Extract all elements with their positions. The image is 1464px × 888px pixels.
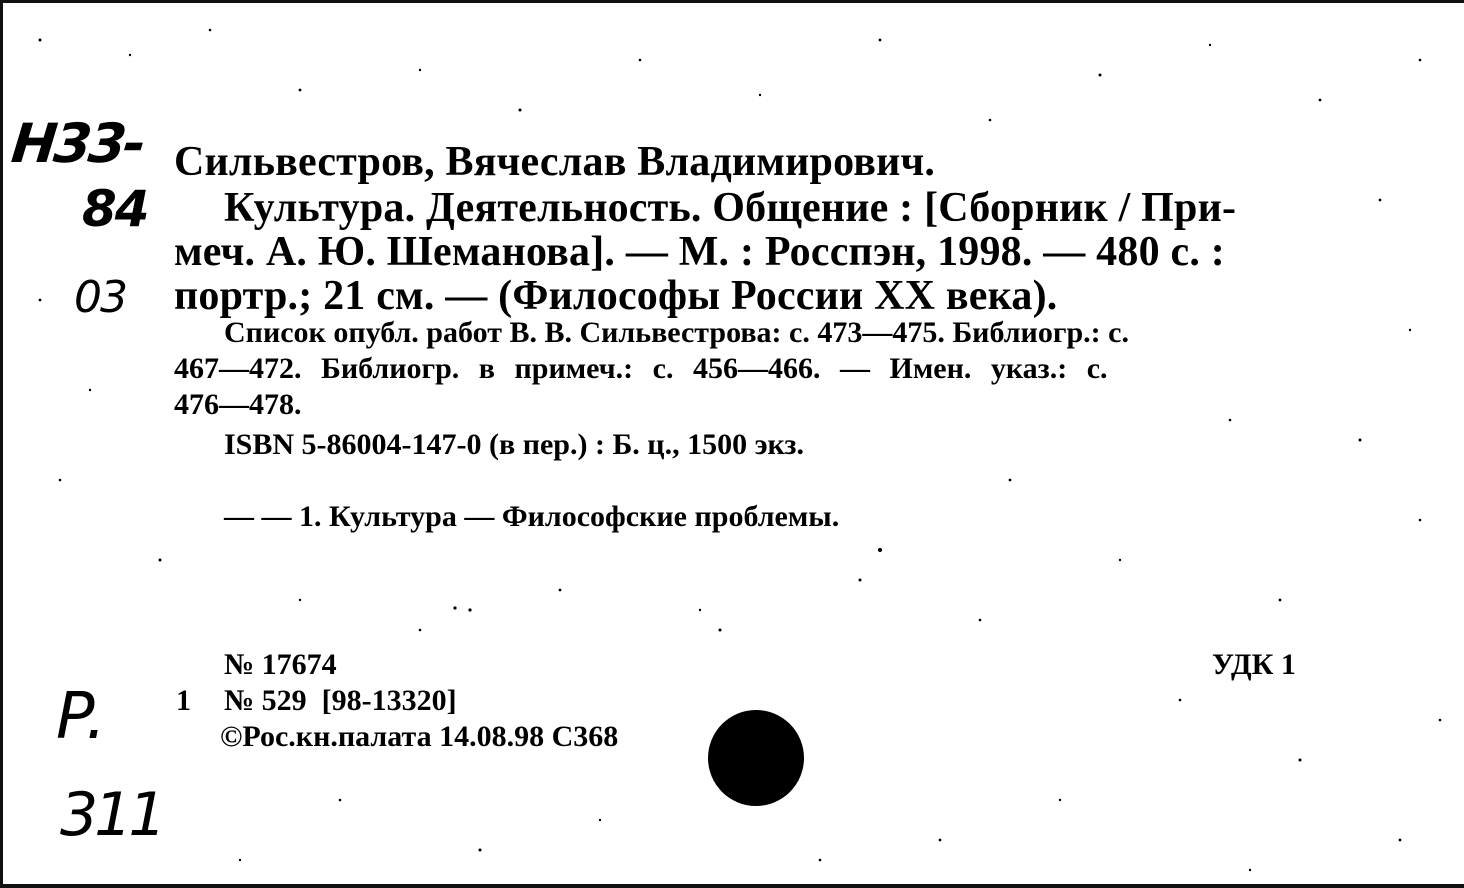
udc-classification: УДК 1 (1212, 648, 1296, 681)
shelfmark-line3: 03 (74, 272, 126, 323)
record-number: № 17674 (224, 648, 337, 681)
title-line-2: меч. А. Ю. Шеманова]. — М. : Росспэн, 1998. — 480 с. : (174, 229, 1225, 275)
punch-hole (708, 710, 804, 806)
copies-count: 1 (176, 684, 191, 717)
author-heading: Сильвестров, Вячеслав Владимирович. (174, 139, 936, 185)
note-line-3: 476—478. (174, 388, 302, 421)
title-line-3: портр.; 21 см. — (Философы России XX века). (174, 273, 1058, 319)
registration-number: № 529 [98-13320] (224, 684, 457, 717)
isbn-line: ISBN 5-86004-147-0 (в пер.) : Б. ц., 1500 экз. (224, 428, 804, 461)
subject-heading: — — 1. Культура — Философские проблемы. (224, 500, 840, 533)
note-line-1: Список опубл. работ В. В. Сильвестрова: с. 473—475. Библиогр.: с. (224, 316, 1129, 349)
note-line-2: 467—472. Библиогр. в примеч.: с. 456—466. — Имен. указ.: с. (174, 352, 1108, 385)
book-chamber-line: ©Рос.кн.палата 14.08.98 С368 (220, 720, 619, 753)
handwritten-mark-311: 311 (60, 780, 163, 850)
handwritten-mark-p: P. (56, 680, 107, 754)
shelfmark-line2: 84 (82, 180, 148, 238)
title-line-1: Культура. Деятельность. Общение : [Сборник / При- (224, 185, 1237, 231)
shelfmark-line1: Н33- (8, 112, 147, 175)
